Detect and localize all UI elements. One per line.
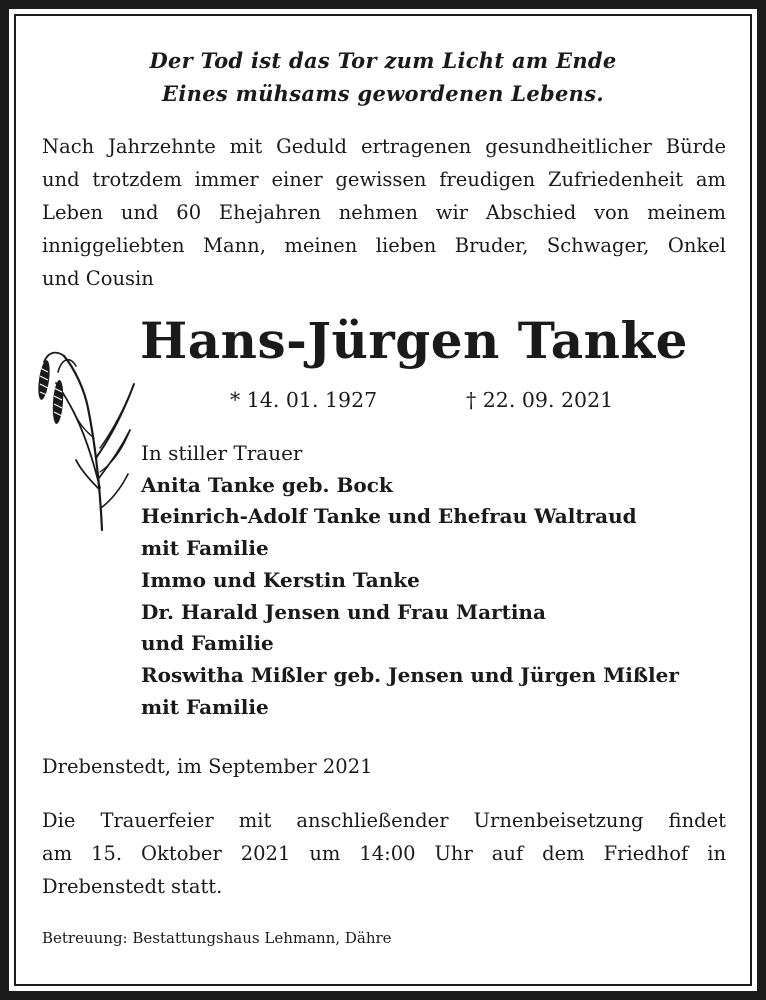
birth-date: * 14. 01. 1927	[230, 388, 378, 412]
mourner-line: Immo und Kerstin Tanke	[141, 567, 420, 592]
quote-line-2: Eines mühsams gewordenen Lebens.	[162, 81, 604, 106]
quote-line-1: Der Tod ist das Tor zum Licht am Ende	[149, 48, 617, 73]
intro-line-4: inniggeliebten Mann, meinen lieben Bruder, Schwager, Onkel	[42, 234, 726, 257]
mourner-line: Roswitha Mißler geb. Jensen und Jürgen Mißler	[141, 662, 679, 687]
wheat-ear-icon	[30, 338, 140, 538]
intro-line-5: und Cousin	[42, 267, 154, 290]
mourner-line: mit Familie	[141, 694, 269, 719]
epigraph-quote	[0, 44, 766, 110]
service-info	[42, 804, 726, 903]
mourner-line: Anita Tanke geb. Bock	[141, 472, 393, 497]
mourner-line: mit Familie	[141, 536, 269, 561]
death-date: † 22. 09. 2021	[466, 388, 614, 412]
intro-line-1: Nach Jahrzehnte mit Geduld ertragenen gesundheitlicher Bürde	[42, 135, 726, 158]
service-line-3: Drebenstedt statt.	[42, 875, 223, 898]
mourners-intro: In stiller Trauer	[141, 441, 303, 465]
deceased-name: Hans-Jürgen Tanke	[140, 311, 688, 370]
place-and-date: Drebenstedt, im September 2021	[42, 755, 373, 778]
mourners-block	[141, 438, 741, 723]
service-line-2: am 15. Oktober 2021 um 14:00 Uhr auf dem Friedhof in	[42, 842, 726, 865]
intro-line-3: Leben und 60 Ehejahren nehmen wir Abschied von meinem	[42, 201, 726, 224]
intro-line-2: und trotzdem immer einer gewissen freudigen Zufriedenheit am	[42, 168, 726, 191]
funeral-home-credit: Betreuung: Bestattungshaus Lehmann, Dähre	[42, 929, 392, 947]
mourner-line: Dr. Harald Jensen und Frau Martina	[141, 599, 546, 624]
intro-text	[42, 130, 726, 295]
service-line-1: Die Trauerfeier mit anschließender Urnenbeisetzung findet	[42, 809, 726, 832]
mourner-line: und Familie	[141, 631, 274, 656]
mourner-line: Heinrich-Adolf Tanke und Ehefrau Waltraud	[141, 504, 637, 529]
